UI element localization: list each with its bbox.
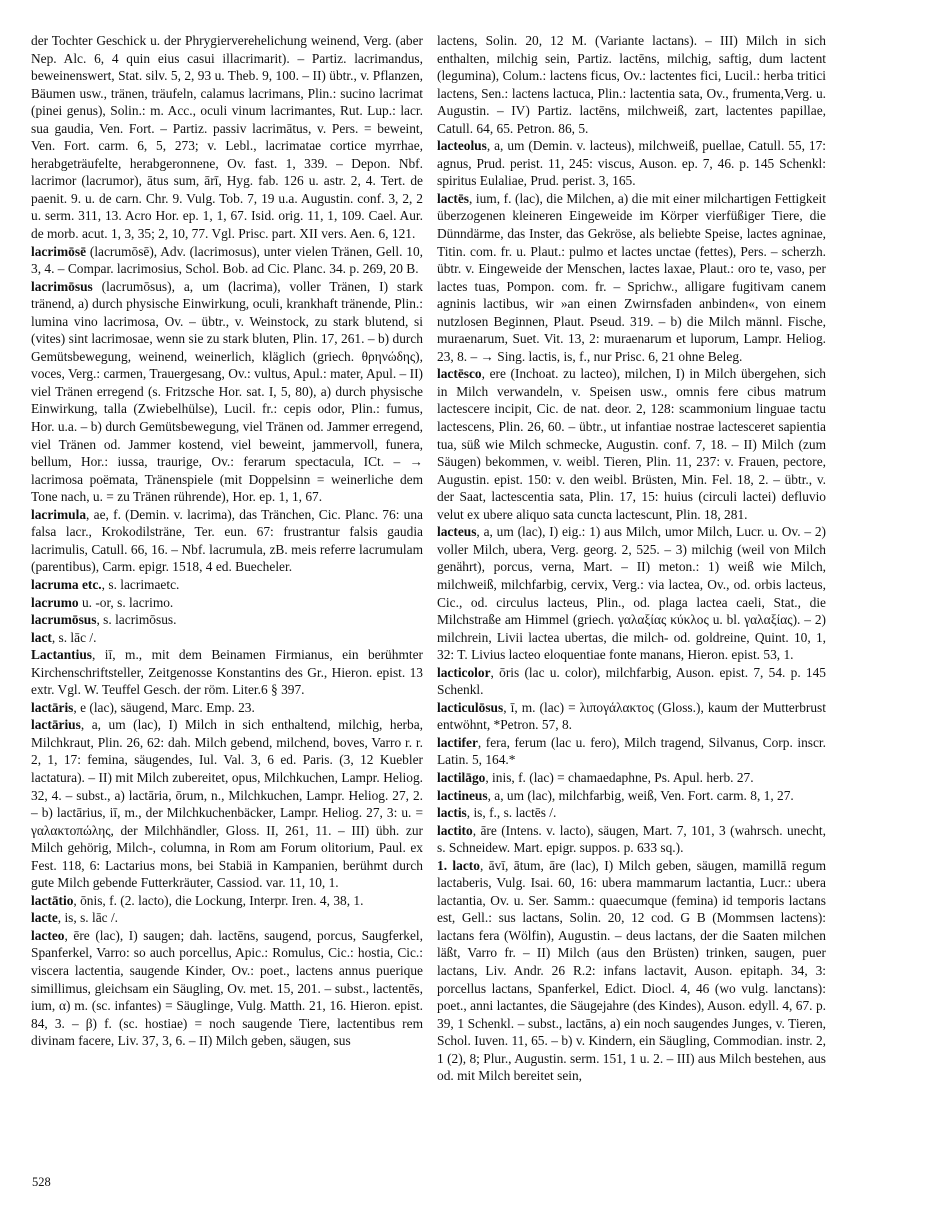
entry-headword: lacteus	[437, 524, 477, 540]
dictionary-entry	[31, 629, 423, 647]
dictionary-entry	[437, 190, 826, 365]
entry-text: (lacrumōsus), a, um (lacrima), voller Tränen, I) stark tränend, a) durch physische Einwirkung, oculi, krankhaft tränende, Plin.: lumina vino lacrimosa, Ov. – übtr., v. Weinstock, zu stark blutend, si (vites) sint lacrimosae, wenn sie zu stark bluten, Plin. 17, 261. – b) durch Gemütsbewegung, weinend, weinerlich, kläglich (griech. θρηνώδης), voces, Verg.: carmen, Trauergesang, Ov.: vultus, Apul.: mater, Apul. – II) viel Tränen erregend (s. Fritzsche Hor. sat. I, 5, 80), a) durch physische Einwirkung, talla (Zwiebelhülse), Lucil. fr.: cepis odor, Plin.: fumus, Hor. u.a. – b) durch Gemütsbewegung, viel Tränen od. Jammer erregend, viel Tränen od. Jammer kostend, viel beweint, jammervoll, funera, bellum, Hor.: iussa, traurige, Ov.: ferarum spectacula, ICt. – → lacrimosa poëmata, Tränenspiele (mit Doppelsinn = weinerliche dem Tone nach, u. = zu Tränen rührende), Hor. ep. 1, 1, 67.	[31, 278, 423, 505]
dictionary-entry	[31, 594, 423, 612]
entry-text: , iī, m., mit dem Beinamen Firmianus, ein berühmter Kirchenschriftsteller, Zeitgenosse Konstantins des Gr., Hieron. epist. 13 extr. Vgl. W. Teuffel Gesch. der röm. Liter.6 § 397.	[31, 647, 423, 698]
entry-headword: 1. lacto	[437, 857, 480, 873]
dictionary-entry	[437, 32, 826, 137]
dictionary-entry	[31, 646, 423, 699]
entry-headword: lactātio	[31, 892, 74, 908]
dictionary-entry	[437, 523, 826, 663]
entry-text: , is, f., s. lactēs /.	[466, 805, 557, 821]
dictionary-entry	[437, 137, 826, 190]
entry-headword: lactēsco	[437, 366, 482, 382]
entry-text: , ium, f. (lac), die Milchen, a) die mit einer milchartigen Fettigkeit überzogenen kleineren Eingeweide im Körper vierfüßiger Tiere, die Dünndärme, das Inster, das Gekröse, als beliebte Speise, lactes agninae, Titin. com. fr. u. Plaut.: pulmo et lactes unctae (fettes), Pers. – scherzh. übtr. v. Eingeweide der Menschen, lactes laxae, Plaut.: oro te, vaso, per lactes tuas, Pompon. com. fr. – Sprichw., alligare fugitivam canem agninis lactibus, wir »an einen Zwirnsfaden anbinden«, von einem nutzlosen Beginnen, Plaut. Pseud. 319. – b) die Milch männl. Fische, muraenarum, Suet. Vit. 13, 2: muraenarum et luporum, Lampr. Heliog. 23, 8. – → Sing. lactis, is, f., nur Prisc. 6, 21 ohne Beleg.	[437, 190, 826, 364]
entry-headword: lacticolor	[437, 664, 491, 680]
entry-text: , s. lāc /.	[51, 629, 97, 645]
dictionary-entry	[31, 278, 423, 506]
dictionary-entry	[31, 611, 423, 629]
entry-headword: lactāris	[31, 699, 74, 715]
entry-headword: lactifer	[437, 734, 478, 750]
dictionary-entry	[437, 857, 826, 1085]
entry-headword: lactārius	[31, 717, 81, 733]
entry-text: (lacrumōsē), Adv. (lacrimosus), unter vielen Tränen, Gell. 10, 3, 4. – Compar. lacrimosius, Schol. Bob. ad Cic. Planc. 34. p. 269, 20 B.	[31, 243, 423, 277]
entry-headword: lactilāgo	[437, 769, 486, 785]
dictionary-entry	[437, 734, 826, 769]
dictionary-entry	[437, 822, 826, 857]
dictionary-entry	[31, 892, 423, 910]
entry-text: , s. lacrimōsus.	[96, 612, 177, 628]
entry-text: , a, um (lac), I) eig.: 1) aus Milch, umor Milch, Lucr. u. Ov. – 2) voller Milch, ubera, Verg. georg. 2, 525. – 3) milchig (weil von Milch genährt), porcus, verna, Mart. – II) meton.: 1) weiß wie Milch, milchweiß, milchfarbig, cervix, Verg.: via lactea, Ov., od. orbis lacteus, Cic., od. circulus lacteus, Plin., od. plaga lactea caeli, Stat., die Milchstraße am Himmel (griech. γαλαξίας κύκλος u. bl. γαλαξίας). – 2) milchrein, Livii lactea ubertas, die milch- od. goldreine, Quint. 10, 1, 32: T. Livius lacteo eloquentiae fonte manans, Hieron. epist. 53, 1.	[437, 524, 826, 663]
entry-headword: lacrimōsus	[31, 278, 93, 294]
entry-headword: lacte	[31, 910, 58, 926]
entry-headword: lactineus	[437, 787, 488, 803]
entry-headword: lacrimōsē	[31, 243, 87, 259]
dictionary-entry	[31, 576, 423, 594]
entry-headword: lacrimula	[31, 506, 87, 522]
entry-headword: lacrumōsus	[31, 612, 97, 628]
entry-text: lactens, Solin. 20, 12 M. (Variante lactans). – III) Milch in sich enthalten, milchig sein, Partiz. lactēns, milchig, saftig, dum lactent (legumina), Colum.: lactens ficus, Ov.: lactentes fici, Lucil.: herba tritici lactens, Sen.: lactens lactuca, Plin.: lactentia sata, Ov., frumenta,Verg. u. Augustin. – IV) Partiz. lactēns, milchweiß, zart, lactentes papillae, Catull. 64, 65. Petron. 86, 5.	[437, 33, 826, 136]
entry-headword: lactēs	[437, 190, 469, 206]
dictionary-entry	[437, 804, 826, 822]
entry-text: , āvī, ātum, āre (lac), I) Milch geben, säugen, mamillā regum lactaberis, Vulg. Isai. 60, 16: ubera mammarum lactantia, Lucr.: ubera lactantia, Ov. u. Ser. Samm.: quaecumque (femina) id temporis lactans est, Gell.: sus lactans, Solin. 20, 12 cod. G B (Mommsen lactens): lactans fera (Wölfin), Augustin. – deus lactans, der die Saaten milchen läßt, Varro fr. – II) Milch (aus den Brüsten) trinken, saugen, puer lactans, Liv. Andr. 26 R.2: infans lactavit, Auson. epitaph. 34, 3: porcellus lactans, Spanferkel, Edict. Diocl. 4, 46 (wo vulg. lanctans): poet., anni lactantes, die Säugejahre (des Kindes), Auson. edyll. 4, 67. p. 39, 1 Schenkl. – subst., lactāns, a) ein noch saugendes Junges, v. Tieren, Schol. Iuven. 11, 65. – b) v. Kindern, ein Säugling, Commodian. instr. 2, 1 (2), 8; Plur., Augustin. serm. 151, 1 u. 2. – III) aus Milch bestehen, aus od. mit Milch bereitet sein,	[437, 857, 827, 1084]
entry-text: der Tochter Geschick u. der Phrygierverehelichung weinend, Verg. (aber Nep. Alc. 6, 4 quin eius casui illacrimarit). – Partiz. lacrimandus, beweinenswert, Stat. silv. 5, 2, 93 u. Theb. 9, 100. – II) übtr., v. Pflanzen, Bäumen usw., tränen, träufeln, calamus lacrimans, Plin.: sucino lacrimat (pinei genus), Solin.: m. Acc., oculi vinum lacrimantes, Rut. Lup.: lacr. sua gaudia, Ven. Fort. – Partiz. passiv lacrimātus, v. Pers. = beweint, Ven. Fort. carm. 6, 5, 273; v. Lebl., lacrimatae cortice myrrhae, herabgeträufelte, herabgeronnene, Ov. fast. 1, 339. – Depon. Nbf. lacrimor (lacrumor), ātus sum, ārī, Hyg. fab. 126 u. astr. 2, 4. Tert. de paenit. 9. u. de carn. Chr. 9. Vulg. Tob. 7, 19 u.a. Augustin. conf. 3, 2, 2 u. serm. 311, 13. Acro Hor. ep. 1, 1, 67. Isid. orig. 11, 1, 109. Cael. Aur. de morb. acut. 1, 3, 35; 2, 10, 77. Vgl. Prisc. part. XII vers. Aen. 6, 121.	[31, 33, 423, 242]
entry-headword: lacteolus	[437, 138, 487, 154]
page-number: 528	[32, 1175, 51, 1189]
entry-headword: lacteo	[31, 927, 65, 943]
entry-text: , a, um (lac), I) Milch in sich enthaltend, milchig, herba, Milchkraut, Plin. 26, 62: dah. Milch gebend, milchend, boves, Varro r. r. 2, 1, 17: femina, säugendes, Iul. Val. 3, 6 ed. Paris. (3, 12 Kuebler lactatura). – II) mit Milch zubereitet, opus, Milchkuchen, Lampr. Heliog. 32, 4. – subst., a) lactāria, ōrum, n., Milchkuchen, Lampr. Heliog. 27, 2. – b) lactārius, iī, m., der Milchkuchenbäcker, Lampr. Heliog. 27, 3: u. = γαλακτοπώλης, der Milchhändler, Gloss. II, 261, 11. – III) übh. zur Milch gehörig, Milch-, columna, in Rom am Forum olitorium, Paul. ex Fest. 118, 6: Lactarius mons, bei Stabiä in Kampanien, berühmt durch gute Milch gebende Futterkräuter, Cassiod. var. 11, 10, 1.	[31, 717, 423, 891]
entry-headword: lactito	[437, 822, 473, 838]
dictionary-entry	[437, 787, 826, 805]
dictionary-entry	[437, 365, 826, 523]
entry-headword: lacticulōsus	[437, 699, 504, 715]
dictionary-entry	[31, 32, 423, 243]
entry-headword: lacruma etc.	[31, 576, 102, 592]
left-column	[31, 32, 423, 1050]
dictionary-entry	[437, 664, 826, 699]
dictionary-entry	[31, 909, 423, 927]
dictionary-entry	[437, 699, 826, 734]
entry-headword: lacrumo	[31, 594, 79, 610]
entry-text: , a, um (Demin. v. lacteus), milchweiß, puellae, Catull. 55, 17: agnus, Prud. perist. 11, 245: viscus, Auson. ep. 7, 46. p. 145 Schenkl: spiritus Eulaliae, Prud. perist. 3, 165.	[437, 138, 826, 189]
dictionary-entry	[31, 699, 423, 717]
dictionary-entry	[31, 506, 423, 576]
entry-headword: lactis	[437, 805, 467, 821]
entry-text: u. -or, s. lacrimo.	[78, 594, 174, 610]
entry-text: , a, um (lac), milchfarbig, weiß, Ven. Fort. carm. 8, 1, 27.	[487, 787, 794, 803]
entry-text: , ōris (lac u. color), milchfarbig, Auson. epist. 7, 54. p. 145 Schenkl.	[437, 664, 826, 698]
entry-text: , ēre (lac), I) saugen; dah. lactēns, saugend, porcus, Saugferkel, Spanferkel, Varro: so auch porcellus, Apic.: Romulus, Cic.: hostia, Cic.: viscera lactentia, saugende Kinder, Ov.: poet., lactens annus puerique simillimus, gleichsam ein Säugling, Ov. met. 15, 201. – subst., lactentēs, ium, α) m. (sc. infantes) = Säuglinge, Vulg. Matth. 21, 16. Hieron. epist. 84, 3. – β) f. (sc. hostiae) = noch saugende Tiere, lactentibus rem divinam facere, Liv. 37, 3, 6. – II) Milch geben, säugen, sus	[31, 927, 423, 1049]
entry-text: , ī, m. (lac) = λιπογάλακτος (Gloss.), kaum der Mutterbrust entwöhnt, *Petron. 57, 8.	[437, 699, 826, 733]
entry-text: , ōnis, f. (2. lacto), die Lockung, Interpr. Iren. 4, 38, 1.	[73, 892, 364, 908]
entry-text: , is, s. lāc /.	[57, 910, 119, 926]
dictionary-entry	[437, 769, 826, 787]
entry-text: , e (lac), säugend, Marc. Emp. 23.	[73, 699, 255, 715]
entry-headword: Lactantius	[31, 647, 93, 663]
right-column	[437, 32, 826, 1085]
entry-text: , s. lacrimaetc.	[101, 576, 180, 592]
entry-text: , āre (Intens. v. lacto), säugen, Mart. 7, 101, 3 (wahrsch. unecht, s. Schneidew. Mart. epigr. suppos. p. 633 sq.).	[437, 822, 826, 856]
dictionary-entry	[31, 927, 423, 1050]
entry-text: , ae, f. (Demin. v. lacrima), das Tränchen, Cic. Planc. 76: una falsa lacr., Krokodilsträne, Ter. eun. 67: frustrantur falsis gaudia lacrimulis, Catull. 66, 16. – Nbf. lacrumula, zB. meis referre lacrumulam (parentibus), Carm. epigr. 1518, 4 ed. Buecheler.	[31, 506, 423, 575]
dictionary-entry	[31, 243, 423, 278]
entry-text: , fera, ferum (lac u. fero), Milch tragend, Silvanus, Corp. inscr. Latin. 5, 164.*	[437, 734, 826, 768]
dictionary-entry	[31, 716, 423, 891]
entry-text: , inis, f. (lac) = chamaedaphne, Ps. Apul. herb. 27.	[485, 769, 754, 785]
entry-text: , ere (Inchoat. zu lacteo), milchen, I) in Milch übergehen, sich in Milch verwandeln, v. Speisen usw., omnis fere cibus matrum lactescere incipit, Cic. de nat. deor. 2, 128: scammonium linguae tactu lactescens, Plin. 26, 60. – übtr., ut infantiae nostrae lactesceret sapientia tua, süß wie Milch schmecke, Augustin. conf. 7, 18. – II) Milch (zum Säugen) bekommen, v. weibl. Tieren, Plin. 11, 237: v. Frauen, pectore, Augustin. epist. 150: v. den weibl. Brüsten, Min. Fel. 18, 2. – übtr., v. der Saat, lactescentia sata, Plin. 17, 15: huius (circuli lactei) defluvio velut ex ubere aliquo sata cuncta lactescunt, Plin. 18, 281.	[437, 366, 826, 522]
entry-headword: lact	[31, 629, 52, 645]
